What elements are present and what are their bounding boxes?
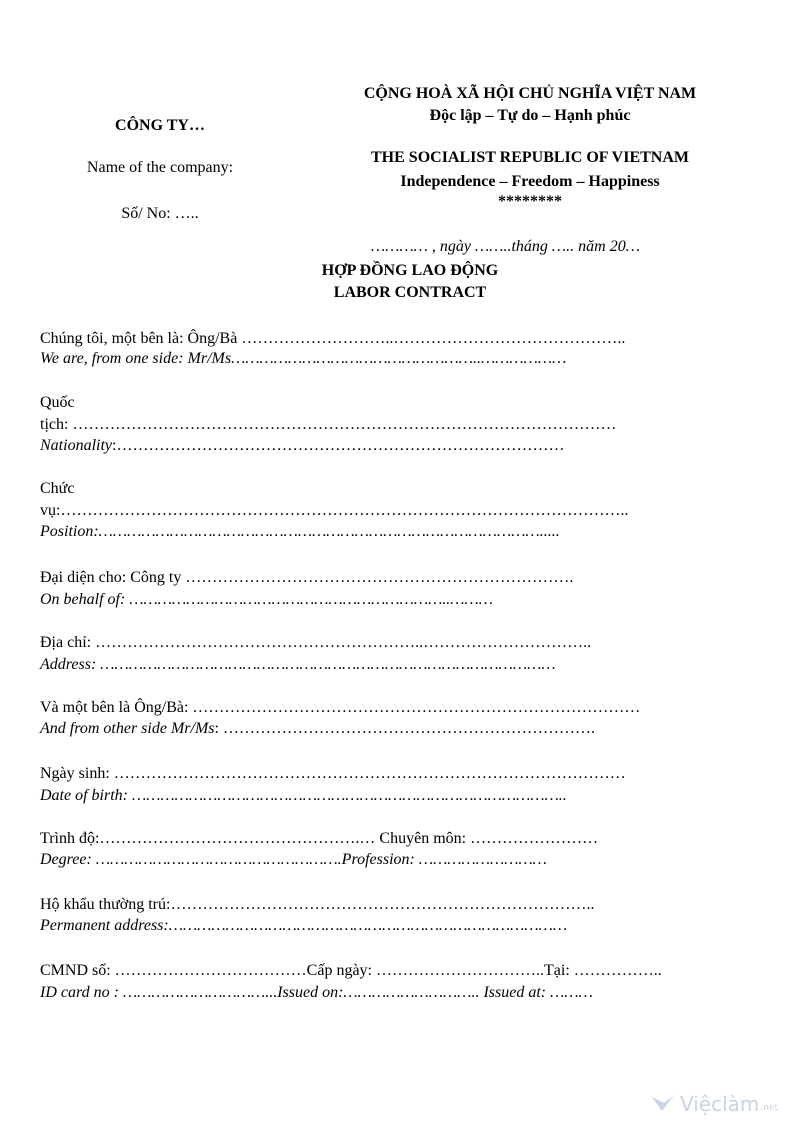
party-b-dots: : …………………………………………………………….: [214, 720, 595, 737]
contract-title-en: LABOR CONTRACT: [333, 284, 487, 301]
position-field-vn: vụ:……………………………………………………………………………………………..: [40, 502, 629, 519]
motto-vn: Độc lập – Tự do – Hạnh phúc: [429, 107, 631, 124]
nationality-dots: :…………………………………………………………………………: [112, 437, 565, 454]
degree-field-en: Degree: …………………………………………….Profession: ………………………: [40, 851, 547, 868]
document-number: Số/ No: …..: [121, 205, 199, 222]
national-title-en: THE SOCIALIST REPUBLIC OF VIETNAM: [371, 149, 689, 166]
permanent-address-field-en: Permanent address:…………………………………………………………………………: [40, 917, 568, 934]
company-heading: CÔNG TY…: [115, 117, 205, 134]
motto-en: Independence – Freedom – Happiness: [400, 173, 660, 190]
behalf-field-en: On behalf of: …………………………………………………………..………: [40, 591, 493, 608]
position-field-en: Position:………………………………………………………………………………….....: [40, 523, 560, 540]
id-card-field-en: ID card no : …………………………...Issued on:……………………….. Issued at: ………: [40, 984, 593, 1001]
watermark-suffix: .net: [760, 1103, 779, 1113]
address-field-vn: Địa chỉ: ……………………………………………………..…………………………..: [40, 634, 592, 651]
party-b-field-vn: Và một bên là Ông/Bà: …………………………………………………………………………: [40, 699, 641, 716]
id-card-field-vn: CMND số: ………………………………Cấp ngày: …………………………..Tại: ……………..: [40, 962, 662, 979]
contract-title-vn: HỢP ĐỒNG LAO ĐỘNG: [321, 262, 499, 279]
stars-divider: ********: [498, 193, 562, 210]
nationality-label-vn: Quốc: [40, 394, 75, 411]
date-line: ………… , ngày ……..tháng ….. năm 20…: [371, 238, 640, 255]
nationality-field-vn: tịch: …………………………………………………………………………………………: [40, 416, 617, 433]
nationality-field-en: [40, 437, 564, 455]
party-a-field-en: We are, from one side: Mr/Ms……………………………………………..………………: [40, 350, 567, 367]
watermark-logo-icon: [650, 1093, 676, 1115]
nationality-label-en: Nationality: [40, 437, 112, 454]
watermark-brand: Việclàm: [680, 1092, 760, 1116]
party-a-field-vn: Chúng tôi, một bên là: Ông/Bà ………………………..……………………………………..: [40, 330, 626, 347]
degree-field-vn: Trình độ:………………………………………….… Chuyên môn: ……………………: [40, 830, 599, 847]
permanent-address-field-vn: Hộ khẩu thường trú:……………………………………………………………………..: [40, 896, 595, 913]
watermark: [650, 1092, 778, 1116]
behalf-field-vn: Đại diện cho: Công ty ……………………………………………………………….: [40, 569, 574, 586]
party-b-label-en: And from other side Mr/Ms: [40, 720, 215, 737]
dob-field-en: Date of birth: ………………………………………………………………………………..: [40, 787, 567, 804]
party-b-field-en: [40, 720, 595, 738]
address-field-en: Address: ……………………………………………………………………………………: [40, 656, 556, 673]
national-title-vn: CỘNG HOÀ XÃ HỘI CHỦ NGHĨA VIỆT NAM: [363, 85, 697, 102]
dob-field-vn: Ngày sinh: ……………………………………………………………………………………: [40, 765, 626, 782]
company-name-label: Name of the company:: [86, 159, 234, 176]
position-label-vn: Chức: [40, 480, 75, 497]
